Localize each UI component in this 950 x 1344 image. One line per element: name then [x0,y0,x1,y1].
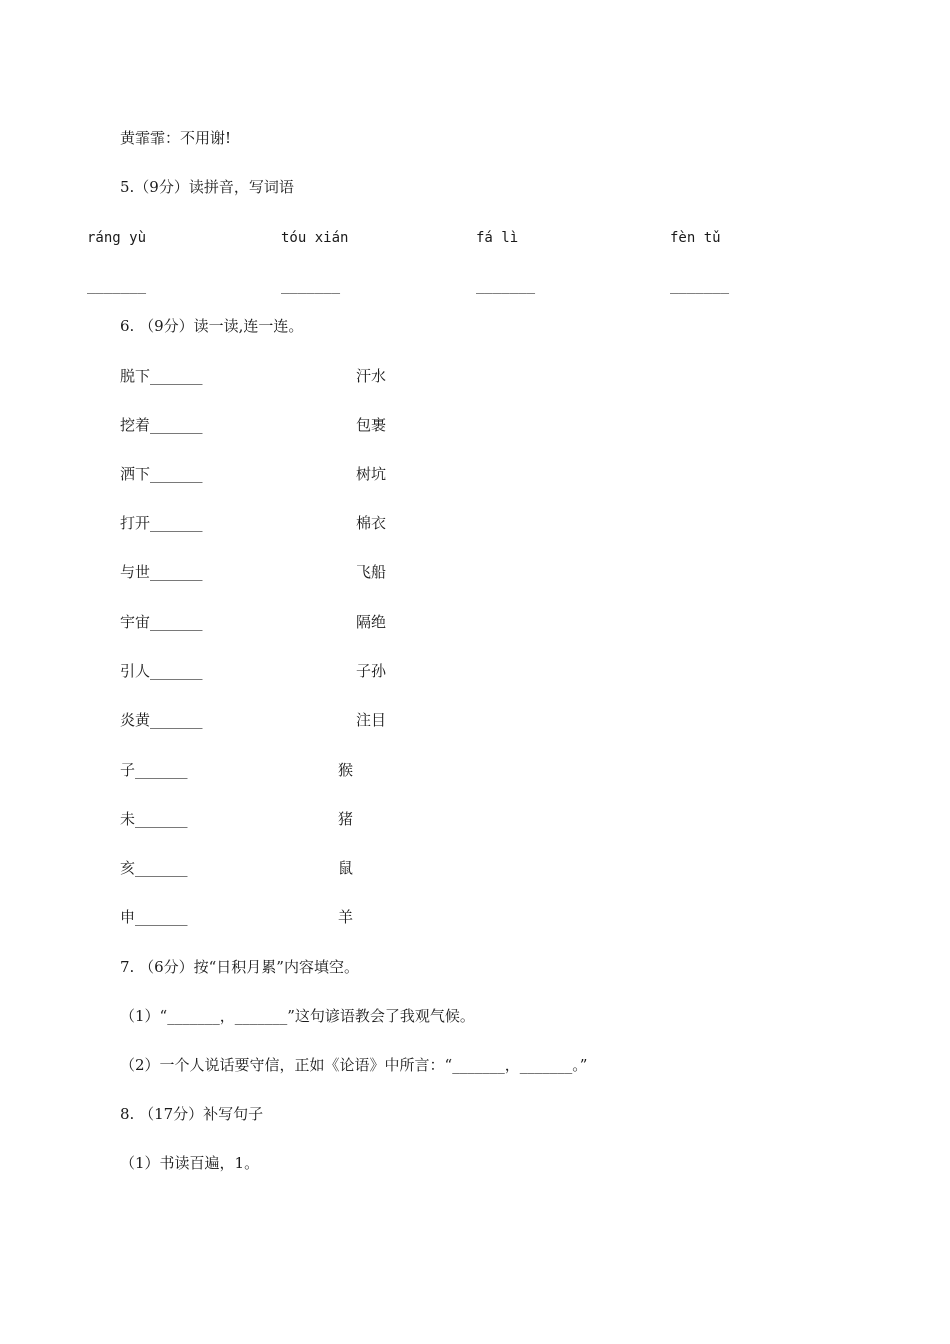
match2-left-4[interactable]: 申_______ [120,908,188,926]
match-right-3[interactable]: 树坑 [356,465,387,483]
match2-right-4[interactable]: 羊 [338,908,354,926]
question-5-title: 5.（9分）读拼音，写词语 [120,178,294,196]
answer-blank-1[interactable]: _______ [87,278,147,294]
match-right-4[interactable]: 棉衣 [356,514,387,532]
match-left-5[interactable]: 与世_______ [120,563,203,581]
match2-left-2[interactable]: 未_______ [120,810,188,828]
pinyin-2: tóu xián [281,230,349,246]
match-right-2[interactable]: 包裹 [356,416,387,434]
match2-right-3[interactable]: 鼠 [338,859,354,877]
match-left-6[interactable]: 宇宙_______ [120,613,203,631]
match-left-3[interactable]: 洒下_______ [120,465,203,483]
pinyin-4: fèn tǔ [670,230,721,246]
answer-blank-4[interactable]: _______ [670,278,730,294]
question-7-item-2[interactable]: （2）一个人说话要守信，正如《论语》中所言：“_______，_______。” [120,1056,588,1074]
match2-right-1[interactable]: 猴 [338,761,354,779]
pinyin-1: ráng yù [87,230,147,246]
match-right-8[interactable]: 注目 [356,711,387,729]
match-left-8[interactable]: 炎黄_______ [120,711,203,729]
question-7-title: 7. （6分）按“日积月累”内容填空。 [120,958,359,976]
pinyin-3: fá lì [476,230,519,246]
match-left-2[interactable]: 挖着_______ [120,416,203,434]
match-right-6[interactable]: 隔绝 [356,613,387,631]
answer-blank-3[interactable]: _______ [476,278,536,294]
match2-left-3[interactable]: 亥_______ [120,859,188,877]
match-right-1[interactable]: 汗水 [356,367,387,385]
question-8-title: 8. （17分）补写句子 [120,1105,264,1123]
match-left-4[interactable]: 打开_______ [120,514,203,532]
match-left-1[interactable]: 脱下_______ [120,367,203,385]
match2-right-2[interactable]: 猪 [338,810,354,828]
question-6-title: 6. （9分）读一读,连一连。 [120,317,304,335]
match2-left-1[interactable]: 子_______ [120,761,188,779]
answer-blank-2[interactable]: _______ [281,278,341,294]
dialogue-line: 黄霏霏：不用谢! [120,129,232,147]
question-7-item-1[interactable]: （1）“_______，_______”这句谚语教会了我观气候。 [120,1007,475,1025]
question-8-item-1[interactable]: （1）书读百遍，1。 [120,1154,260,1172]
match-right-5[interactable]: 飞船 [356,563,387,581]
match-right-7[interactable]: 子孙 [356,662,387,680]
match-left-7[interactable]: 引人_______ [120,662,203,680]
